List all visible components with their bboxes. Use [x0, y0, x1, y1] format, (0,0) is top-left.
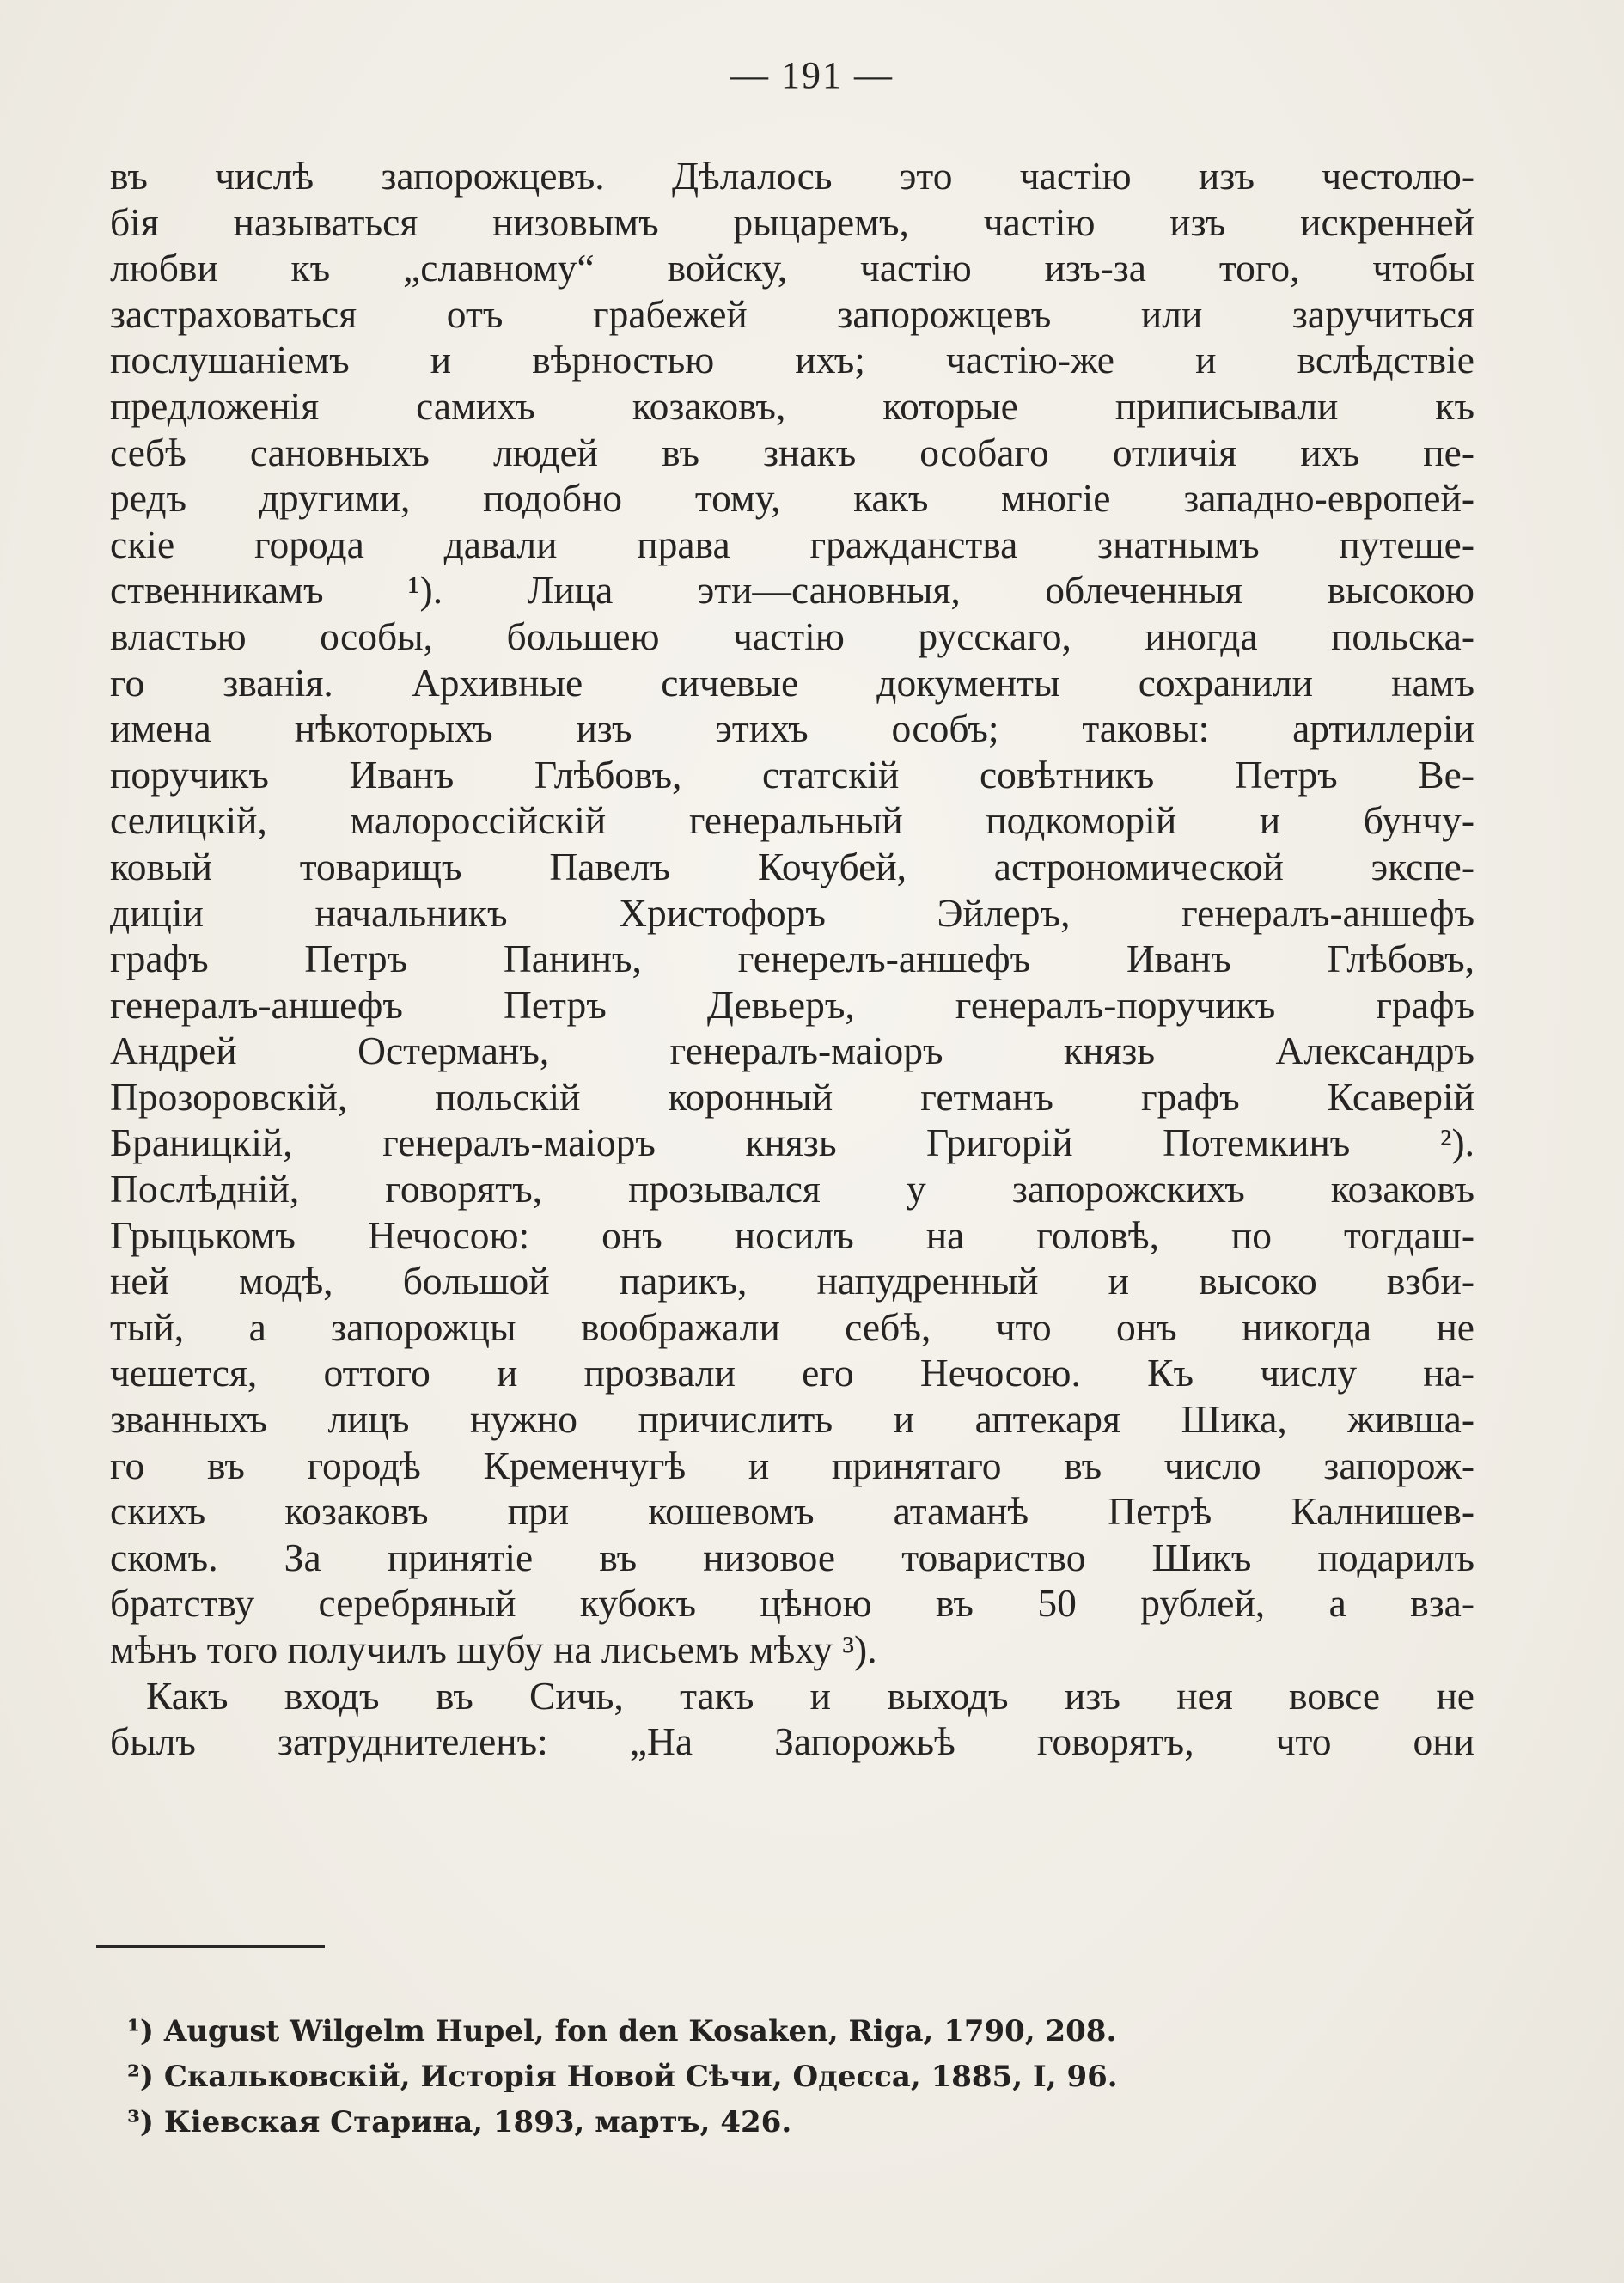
text-line: бія называться низовымъ рыцаремъ, частію изъ искренней — [110, 199, 1474, 244]
text-line: застраховаться отъ грабежей запорожцевъ или заручиться — [110, 291, 1474, 336]
text-line: тый, а запорожцы воображали себѣ, что онъ никогда не — [110, 1304, 1474, 1349]
body-text — [110, 153, 1474, 1765]
text-line: селицкій, малороссійскій генеральный подкоморій и бунчу- — [110, 798, 1474, 843]
text-line: генералъ-аншефъ Петръ Девьеръ, генералъ-поручикъ графъ — [110, 982, 1474, 1027]
text-line: диціи начальникъ Христофоръ Эйлеръ, генералъ-аншефъ — [110, 890, 1474, 935]
text-line: имена нѣкоторыхъ изъ этихъ особъ; таковы: артиллеріи — [110, 706, 1474, 751]
text-line: послушаніемъ и вѣрностью ихъ; частію-же и вслѣдствіе — [110, 338, 1474, 382]
text-line: поручикъ Иванъ Глѣбовъ, статскій совѣтникъ Петръ Ве- — [110, 752, 1474, 797]
text-line: ковый товарищъ Павелъ Кочубей, астрономической экспе- — [110, 844, 1474, 888]
text-line: властью особы, большею частію русскаго, иногда польска- — [110, 613, 1474, 658]
text-line: Прозоровскій, польскій коронный гетманъ графъ Ксаверій — [110, 1074, 1474, 1119]
text-line: Послѣдній, говорятъ, прозывался у запорожскихъ козаковъ — [110, 1167, 1474, 1212]
footnote-divider — [96, 1945, 325, 1948]
text-line: званныхъ лицъ нужно причислить и аптекаря Шика, живша- — [110, 1397, 1474, 1442]
text-line: чешется, оттого и прозвали его Нечосою. Къ числу на- — [110, 1351, 1474, 1395]
text-line: Браницкій, генералъ-маіоръ князь Григорій Потемкинъ ²). — [110, 1120, 1474, 1165]
text-line: скіе города давали права гражданства знатнымъ путеше- — [110, 522, 1474, 566]
text-line: былъ затруднителенъ: „На Запорожьѣ говорятъ, что они — [110, 1719, 1474, 1764]
text-line: мѣнъ того получилъ шубу на лисьемъ мѣху ³). — [110, 1627, 877, 1671]
text-line: редъ другими, подобно тому, какъ многіе западно-европей- — [110, 476, 1474, 521]
text-line: ственникамъ ¹). Лица эти—сановныя, облеченныя высокою — [110, 568, 1474, 613]
text-line: любви къ „славному“ войску, частію изъ-за того, чтобы — [110, 246, 1474, 290]
text-line: въ числѣ запорожцевъ. Дѣлалось это частію изъ честолю- — [110, 154, 1474, 198]
text-line: предложенія самихъ козаковъ, которые приписывали къ — [110, 383, 1474, 428]
footnote-2: ²) Скальковскій, Исторія Новой Сѣчи, Одесса, 1885, I, 96. — [127, 2060, 1118, 2094]
text-line: скихъ козаковъ при кошевомъ атаманѣ Петрѣ Калнишев- — [110, 1489, 1474, 1534]
footnote-1: ¹) August Wilgelm Hupel, fon den Kosaken, Riga, 1790, 208. — [127, 2014, 1117, 2048]
text-line: графъ Петръ Панинъ, генерелъ-аншефъ Иванъ Глѣбовъ, — [110, 937, 1474, 981]
text-line: себѣ сановныхъ людей въ знакъ особаго отличія ихъ пе- — [110, 430, 1474, 474]
text-line: Андрей Остерманъ, генералъ-маіоръ князь Александръ — [110, 1029, 1474, 1073]
text-line: братству серебряный кубокъ цѣною въ 50 рублей, а вза- — [110, 1581, 1474, 1626]
text-line: Грыцькомъ Нечосою: онъ носилъ на головѣ, по тогдаш- — [110, 1212, 1474, 1257]
text-line: ней модѣ, большой парикъ, напудренный и высоко взби- — [110, 1259, 1474, 1303]
page-number: — 191 — — [730, 54, 894, 96]
footnote-3: ³) Кіевская Старина, 1893, мартъ, 426. — [127, 2105, 792, 2140]
text-line: го званія. Архивные сичевые документы сохранили намъ — [110, 660, 1474, 705]
text-line: скомъ. За принятіе въ низовое товариство Шикъ подарилъ — [110, 1535, 1474, 1579]
text-line: Какъ входъ въ Сичь, такъ и выходъ изъ нея вовсе не — [146, 1673, 1474, 1718]
text-line: го въ городѣ Кременчугѣ и принятаго въ число запорож- — [110, 1443, 1474, 1487]
footnotes — [127, 2009, 1416, 2146]
